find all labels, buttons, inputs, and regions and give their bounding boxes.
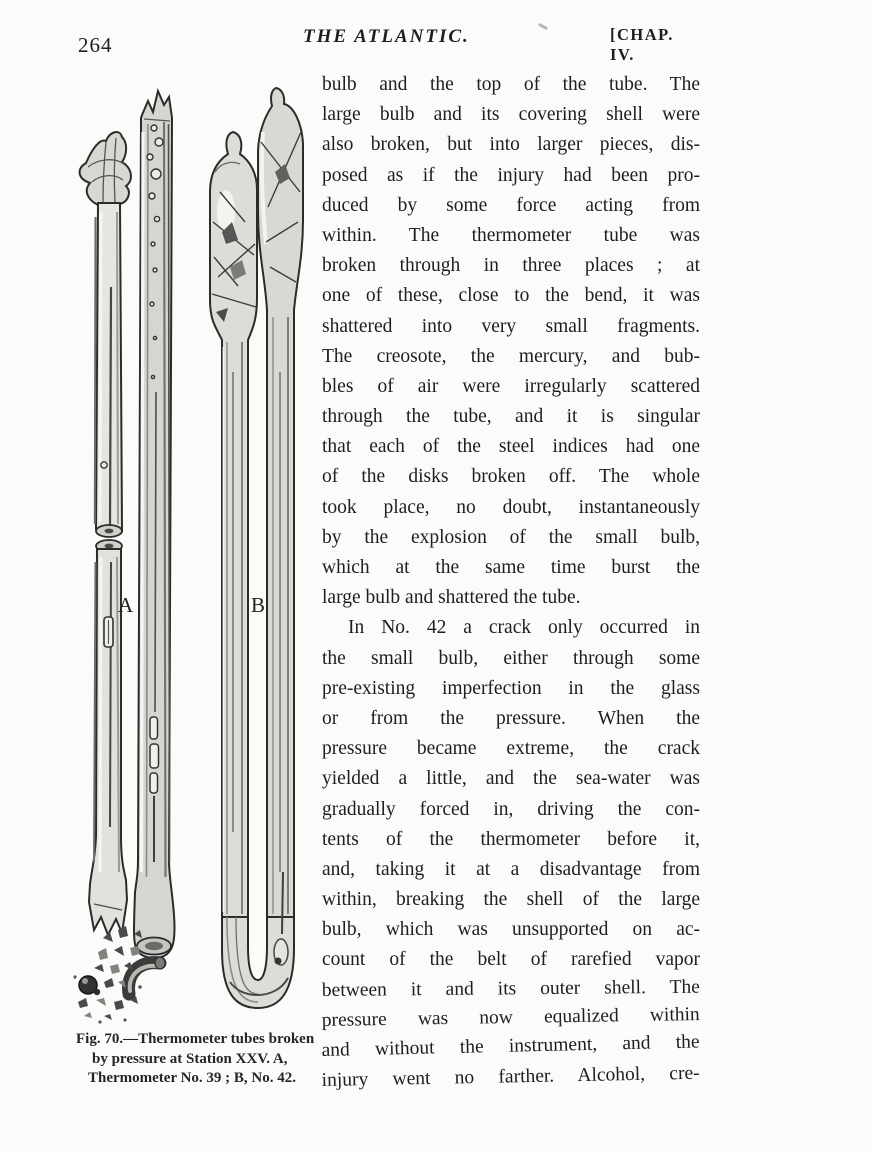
- text-line: large bulb and its covering shell were: [322, 104, 700, 126]
- text-line: large bulb and shattered the tube.: [322, 587, 581, 609]
- text-line: within. The thermometer tube was: [322, 224, 700, 246]
- text-line: posed as if the injury had been pro-: [322, 164, 700, 186]
- label-a: A: [118, 593, 134, 617]
- text-line: shattered into very small fragments.: [322, 315, 700, 337]
- chapter-header: [CHAP. IV.: [610, 25, 674, 64]
- text-line: bles of air were irregularly scattered: [322, 375, 700, 397]
- figure-caption: [76, 1030, 332, 1089]
- text-line: In No. 42 a crack only occurred in: [348, 617, 700, 639]
- caption-line: Fig. 70.—Thermometer tubes broken: [76, 1031, 315, 1047]
- running-title: THE ATLANTIC.: [303, 26, 470, 47]
- text-line: pre-existing imperfection in the glass: [322, 677, 700, 699]
- thermometer-engraving: [70, 72, 322, 1027]
- text-line: bulb and the top of the tube. The: [322, 74, 700, 95]
- text-line: or from the pressure. When the: [322, 707, 700, 729]
- text-line: and without the instrument, and the: [321, 1031, 700, 1062]
- text-line: pressure became extreme, the crack: [322, 738, 700, 760]
- text-line: and, taking it at a disadvantage from: [322, 858, 700, 880]
- caption-line: by pressure at Station XXV. A,: [92, 1050, 288, 1067]
- text-line: which at the same time burst the: [322, 557, 700, 578]
- tube-b: [210, 88, 303, 1008]
- body-text: [322, 70, 700, 1096]
- text-line: The creosote, the mercury, and bub-: [322, 345, 700, 367]
- text-line: tents of the thermometer before it,: [322, 828, 700, 850]
- text-line: took place, no doubt, instantaneously: [322, 496, 700, 518]
- tube-a-left: [80, 132, 131, 935]
- figure-illustration: [70, 72, 322, 1027]
- text-line: one of these, close to the bend, it was: [322, 285, 700, 307]
- tube-a-right: [134, 91, 175, 958]
- text-line: broken through in three places ; at: [322, 255, 700, 277]
- text-line: bulb, which was unsupported on ac-: [322, 919, 700, 941]
- text-line: duced by some force acting from: [322, 194, 700, 216]
- text-line: gradually forced in, driving the con-: [322, 798, 700, 820]
- text-line: by the explosion of the small bulb,: [322, 526, 700, 548]
- text-line: yielded a little, and the sea-water was: [322, 768, 700, 790]
- text-line: that each of the steel indices had one: [322, 436, 700, 458]
- text-line: within, breaking the shell of the large: [322, 889, 700, 911]
- text-line: through the tube, and it is singular: [322, 406, 700, 428]
- scan-artifact: [538, 23, 548, 30]
- text-line: of the disks broken off. The whole: [322, 466, 700, 488]
- text-line: pressure was now equalized within: [321, 1003, 700, 1031]
- page-number: 264: [78, 33, 113, 57]
- text-line: the small bulb, either through some: [322, 647, 700, 669]
- text-line: between it and its outer shell. The: [321, 976, 700, 1001]
- text-line: count of the belt of rarefied vapor: [322, 949, 700, 971]
- text-line: injury went no farther. Alcohol, cre-: [321, 1062, 700, 1092]
- caption-line: Thermometer No. 39 ; B, No. 42.: [88, 1070, 297, 1086]
- label-b: B: [251, 593, 266, 617]
- text-line: also broken, but into larger pieces, dis-: [322, 134, 700, 156]
